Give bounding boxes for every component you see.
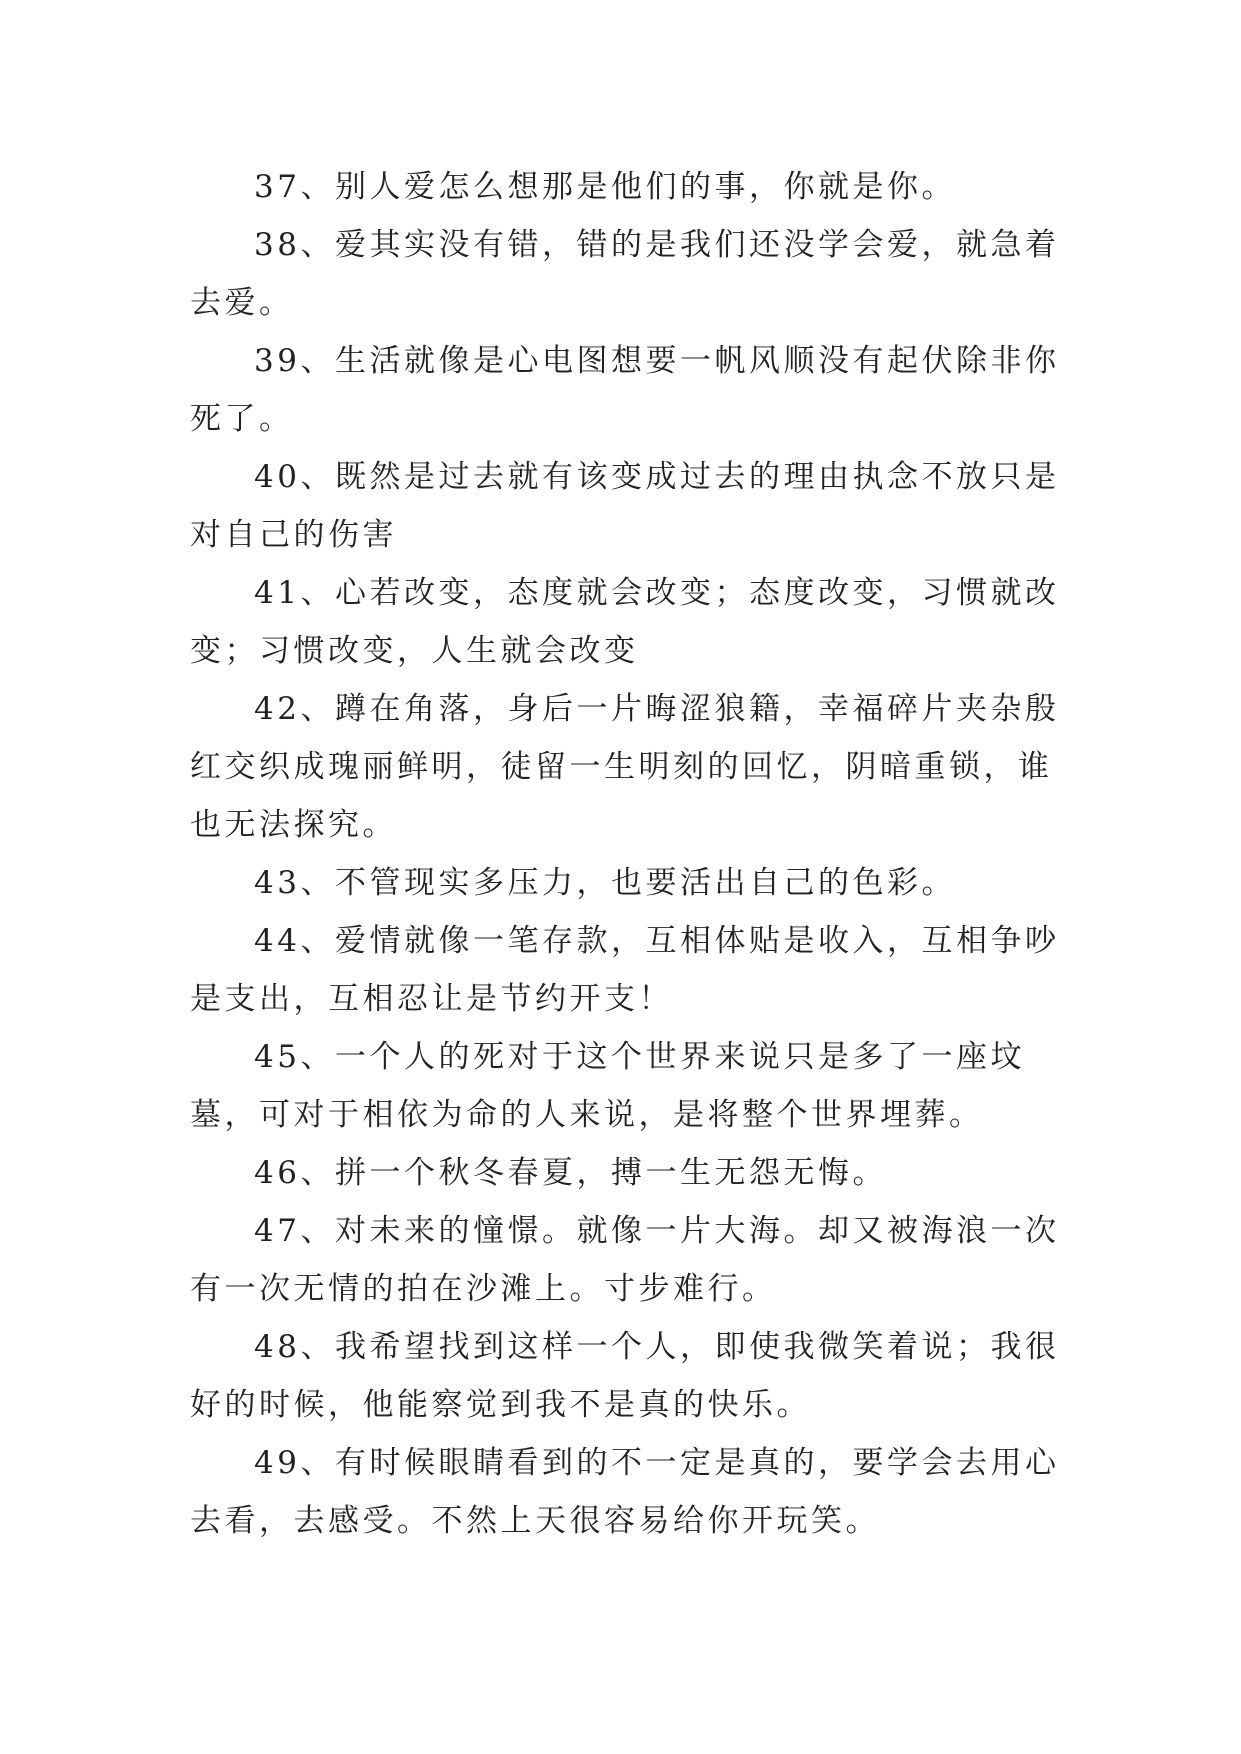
paragraph-39: 39、生活就像是心电图想要一帆风顺没有起伏除非你死了。	[190, 343, 1060, 437]
paragraph-45: 45、一个人的死对于这个世界来说只是多了一座坟墓，可对于相依为命的人来说，是将整个世界埋葬。	[190, 1039, 1025, 1133]
paragraph-48: 48、我希望找到这样一个人，即使我微笑着说；我很好的时候，他能察觉到我不是真的快乐。	[190, 1329, 1060, 1423]
paragraph-42: 42、蹲在角落，身后一片晦涩狼籍，幸福碎片夹杂殷红交织成瑰丽鲜明，徒留一生明刻的回忆，阴暗重锁，谁也无法探究。	[190, 691, 1060, 843]
paragraph-41: 41、心若改变，态度就会改变；态度改变，习惯就改变；习惯改变，人生就会改变	[190, 575, 1060, 669]
document-body	[190, 158, 1060, 1550]
paragraph-44: 44、爱情就像一笔存款，互相体贴是收入，互相争吵是支出，互相忍让是节约开支！	[190, 923, 1060, 1017]
paragraph-49: 49、有时候眼睛看到的不一定是真的，要学会去用心去看，去感受。不然上天很容易给你开玩笑。	[190, 1445, 1060, 1539]
paragraph-47: 47、对未来的憧憬。就像一片大海。却又被海浪一次有一次无情的拍在沙滩上。寸步难行。	[190, 1213, 1060, 1307]
paragraph-43: 43、不管现实多压力，也要活出自己的色彩。	[254, 865, 956, 901]
paragraph-38: 38、爱其实没有错，错的是我们还没学会爱，就急着去爱。	[190, 227, 1060, 321]
paragraph-37: 37、别人爱怎么想那是他们的事，你就是你。	[254, 169, 956, 205]
paragraph-46: 46、拼一个秋冬春夏，搏一生无怨无悔。	[254, 1155, 887, 1191]
paragraph-40: 40、既然是过去就有该变成过去的理由执念不放只是对自己的伤害	[190, 459, 1060, 553]
